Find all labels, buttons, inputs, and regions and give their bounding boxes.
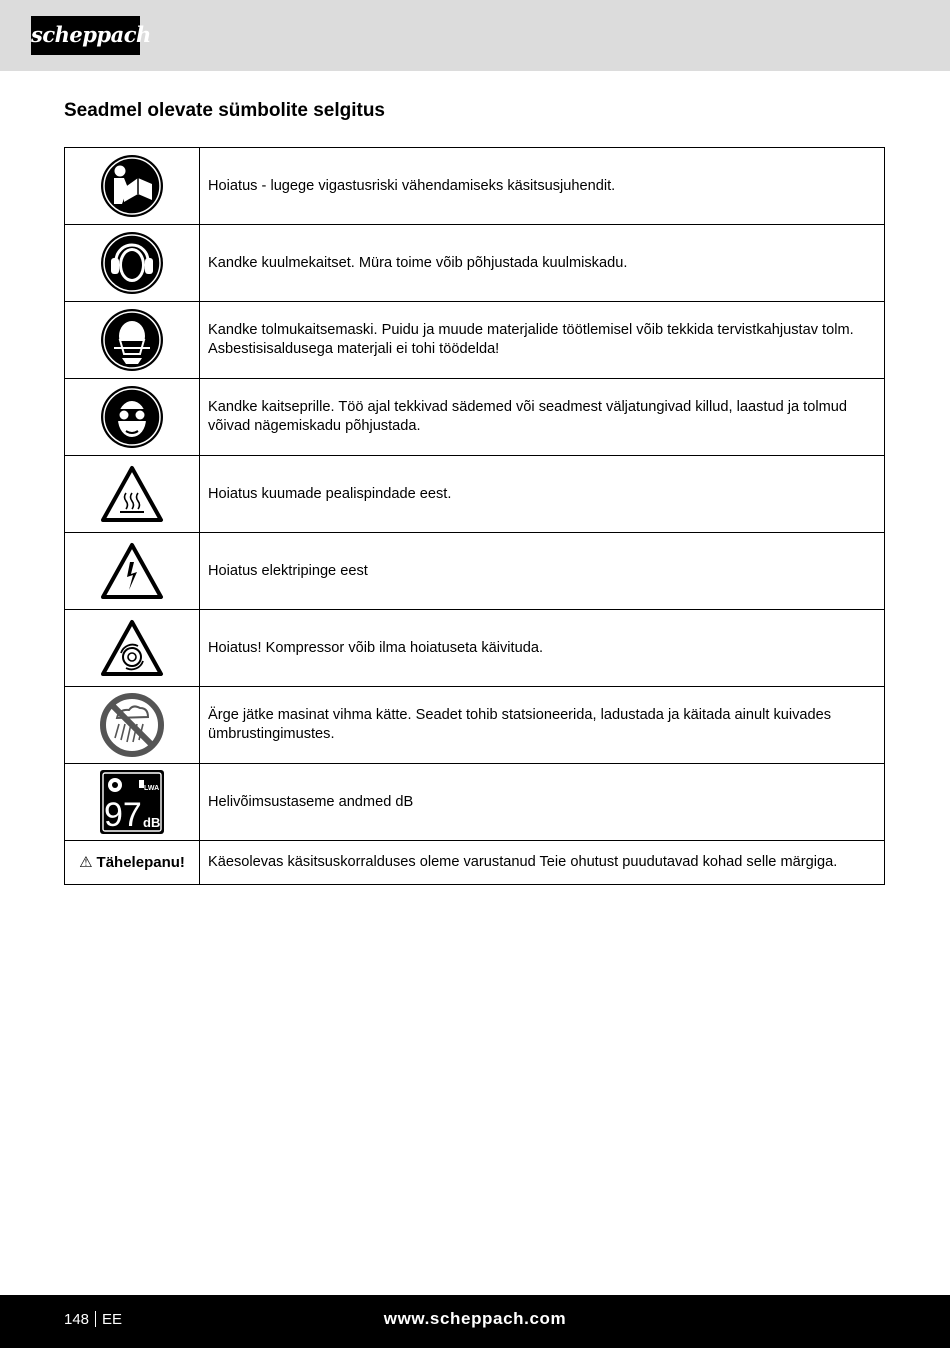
- sound-power-level-icon: [99, 769, 165, 835]
- read-manual-icon: [100, 154, 164, 218]
- sound-level-small-label: LWA: [144, 785, 160, 792]
- ear-protection-icon: [100, 231, 164, 295]
- attention-label: [79, 854, 185, 871]
- table-row: [65, 687, 885, 764]
- page-number-value: 148: [64, 1311, 90, 1328]
- row-description: Helivõimsustaseme andmed dB: [200, 764, 885, 841]
- warning-triangle-icon: ⚠: [79, 854, 93, 871]
- safety-goggles-icon: [100, 385, 164, 449]
- automatic-start-warning-icon: [100, 619, 164, 677]
- row-description: Kandke kaitseprille. Töö ajal tekkivad sädemed või seadmest väljatungivad killud, laastud ja tolmud võivad nägemiskadu põhjustada.: [200, 379, 885, 456]
- language-code: EE: [102, 1311, 123, 1328]
- table-row: [65, 225, 885, 302]
- sound-level-value: 97: [104, 796, 142, 834]
- row-description: Hoiatus! Kompressor võib ilma hoiatuseta käivituda.: [200, 610, 885, 687]
- table-row: [65, 379, 885, 456]
- hot-surface-warning-icon: [100, 465, 164, 523]
- footer-band: [0, 1295, 950, 1348]
- row-description: Hoiatus kuumade pealispindade eest.: [200, 456, 885, 533]
- table-row: [65, 841, 885, 885]
- no-rain-icon: [99, 692, 165, 758]
- brand-logo: scheppach: [31, 16, 140, 55]
- dust-mask-icon: [100, 308, 164, 372]
- website-link[interactable]: www.scheppach.com: [383, 1309, 567, 1328]
- row-description: Ärge jätke masinat vihma kätte. Seadet tohib statsioneerida, ladustada ja käitada ainult kuivades ümbrustingimustes.: [200, 687, 885, 764]
- table-row: [65, 610, 885, 687]
- table-row: [65, 456, 885, 533]
- row-description: Käesolevas käsitsuskorralduses oleme varustanud Teie ohutust puudutavad kohad selle märgiga.: [200, 841, 885, 885]
- row-description: Hoiatus elektripinge eest: [200, 533, 885, 610]
- sound-level-unit: dB: [143, 815, 161, 830]
- page-title: Seadmel olevate sümbolite selgitus: [64, 100, 385, 121]
- table-row: [65, 533, 885, 610]
- table-row: [65, 764, 885, 841]
- row-description: Kandke kuulmekaitset. Müra toime võib põhjustada kuulmiskadu.: [200, 225, 885, 302]
- header-band: [0, 0, 950, 71]
- row-description: Kandke tolmukaitsemaski. Puidu ja muude materjalide töötlemisel võib tekkida tervistkahjustav tolm. Asbestisisaldusega materjali ei tohi töödelda!: [200, 302, 885, 379]
- row-description: Hoiatus - lugege vigastusriski vähendamiseks käsitsusjuhendit.: [200, 148, 885, 225]
- symbols-table: [64, 147, 885, 885]
- table-row: [65, 302, 885, 379]
- attention-label-text: Tähelepanu!: [96, 854, 185, 871]
- electric-voltage-warning-icon: [100, 542, 164, 600]
- table-row: [65, 148, 885, 225]
